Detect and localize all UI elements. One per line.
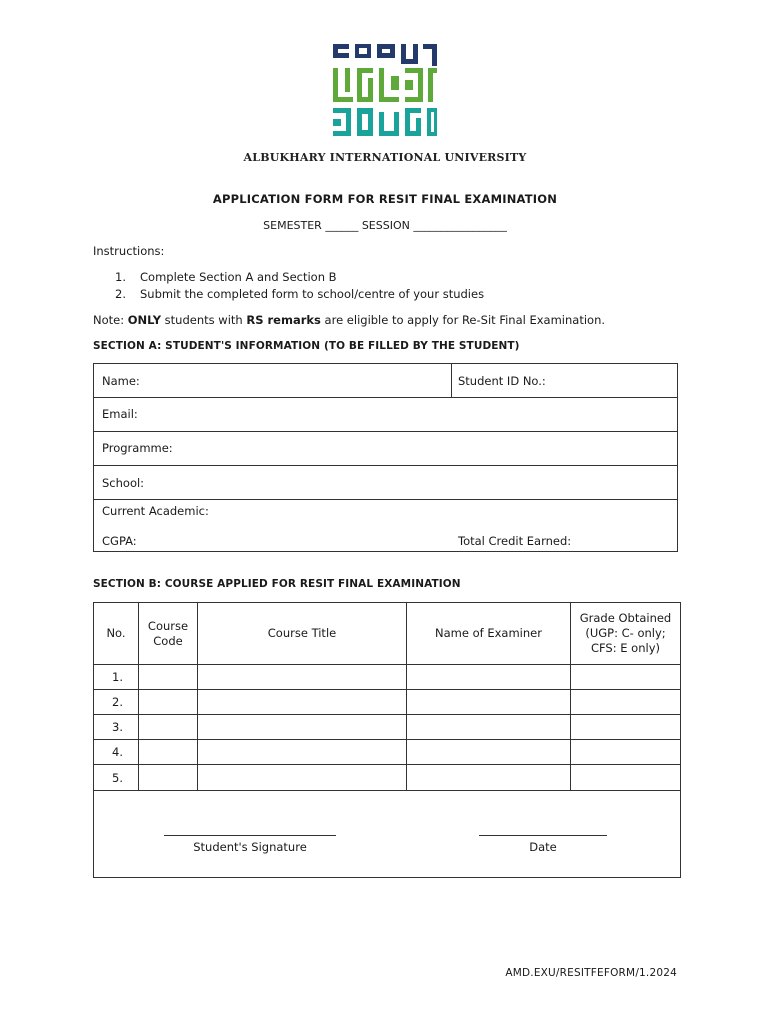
col-course-title-header: Course Title <box>198 603 407 665</box>
programme-label: Programme: <box>102 441 173 455</box>
examiner-cell[interactable] <box>407 715 571 740</box>
name-id-divider <box>451 364 452 397</box>
table-row <box>94 740 681 765</box>
student-signature-line[interactable] <box>164 835 336 836</box>
examiner-cell[interactable] <box>407 690 571 715</box>
instructions-label: Instructions: <box>93 244 165 258</box>
table-row <box>94 765 681 791</box>
col-no-header: No. <box>94 603 139 665</box>
course-code-cell[interactable] <box>139 765 198 791</box>
grade-cell[interactable] <box>571 740 681 765</box>
row-number: 2. <box>94 690 139 715</box>
col-course-code-header: Course Code <box>139 603 198 665</box>
course-title-cell[interactable] <box>198 715 407 740</box>
table-row <box>94 715 681 740</box>
eligibility-note <box>93 313 605 327</box>
instruction-text: Complete Section A and Section B <box>140 270 337 284</box>
col-examiner-header: Name of Examiner <box>407 603 571 665</box>
note-prefix: Note: <box>93 313 128 327</box>
row-number: 3. <box>94 715 139 740</box>
col-grade-header: Grade Obtained (UGP: C- only; CFS: E only) <box>571 603 681 665</box>
section-a-heading: SECTION A: STUDENT'S INFORMATION (TO BE FILLED BY THE STUDENT) <box>93 340 520 352</box>
course-title-cell[interactable] <box>198 690 407 715</box>
course-code-cell[interactable] <box>139 665 198 690</box>
email-row <box>94 398 677 432</box>
instruction-number: 1. <box>115 270 126 284</box>
university-logo <box>325 40 445 140</box>
grade-cell[interactable] <box>571 765 681 791</box>
signature-cell <box>94 791 681 878</box>
student-signature-label: Student's Signature <box>193 840 307 854</box>
examiner-cell[interactable] <box>407 740 571 765</box>
date-label: Date <box>529 840 557 854</box>
examiner-cell[interactable] <box>407 665 571 690</box>
school-label: School: <box>102 476 145 490</box>
university-name: ALBUKHARY INTERNATIONAL UNIVERSITY <box>243 151 527 164</box>
table-row <box>94 665 681 690</box>
instruction-text: Submit the completed form to school/centre of your studies <box>140 287 485 301</box>
semester-session-line: SEMESTER ______ SESSION _________________ <box>263 219 507 232</box>
course-table <box>93 602 681 878</box>
name-label: Name: <box>102 374 140 388</box>
form-reference-code: AMD.EXU/RESITFEFORM/1.2024 <box>505 967 677 979</box>
grade-cell[interactable] <box>571 665 681 690</box>
date-line[interactable] <box>479 835 607 836</box>
grade-cell[interactable] <box>571 690 681 715</box>
date-block <box>479 835 607 854</box>
student-signature-block <box>164 835 336 854</box>
row-number: 5. <box>94 765 139 791</box>
course-title-cell[interactable] <box>198 765 407 791</box>
section-b-heading: SECTION B: COURSE APPLIED FOR RESIT FINAL EXAMINATION <box>93 578 461 590</box>
signature-row <box>94 791 681 878</box>
table-header-row <box>94 603 681 665</box>
note-only: ONLY <box>127 313 162 327</box>
course-code-cell[interactable] <box>139 690 198 715</box>
course-title-cell[interactable] <box>198 740 407 765</box>
academic-row <box>94 500 677 551</box>
note-middle: students with <box>161 313 247 327</box>
instruction-number: 2. <box>115 287 126 301</box>
course-code-cell[interactable] <box>139 740 198 765</box>
course-title-cell[interactable] <box>198 665 407 690</box>
school-row <box>94 466 677 500</box>
course-code-cell[interactable] <box>139 715 198 740</box>
note-suffix: are eligible to apply for Re-Sit Final Examination. <box>320 313 606 327</box>
instruction-item <box>115 270 484 287</box>
form-title: APPLICATION FORM FOR RESIT FINAL EXAMINATION <box>212 192 558 206</box>
instructions-list <box>115 270 484 304</box>
student-id-label: Student ID No.: <box>458 374 546 388</box>
programme-row <box>94 432 677 466</box>
name-row <box>94 364 677 398</box>
email-label: Email: <box>102 407 138 421</box>
cgpa-label: CGPA: <box>102 534 137 548</box>
grade-cell[interactable] <box>571 715 681 740</box>
row-number: 4. <box>94 740 139 765</box>
total-credit-label: Total Credit Earned: <box>458 534 572 548</box>
examiner-cell[interactable] <box>407 765 571 791</box>
row-number: 1. <box>94 665 139 690</box>
table-row <box>94 690 681 715</box>
current-academic-label: Current Academic: <box>102 504 209 518</box>
instruction-item <box>115 287 484 304</box>
student-info-box <box>93 363 678 552</box>
note-rs-remarks: RS remarks <box>246 313 321 327</box>
